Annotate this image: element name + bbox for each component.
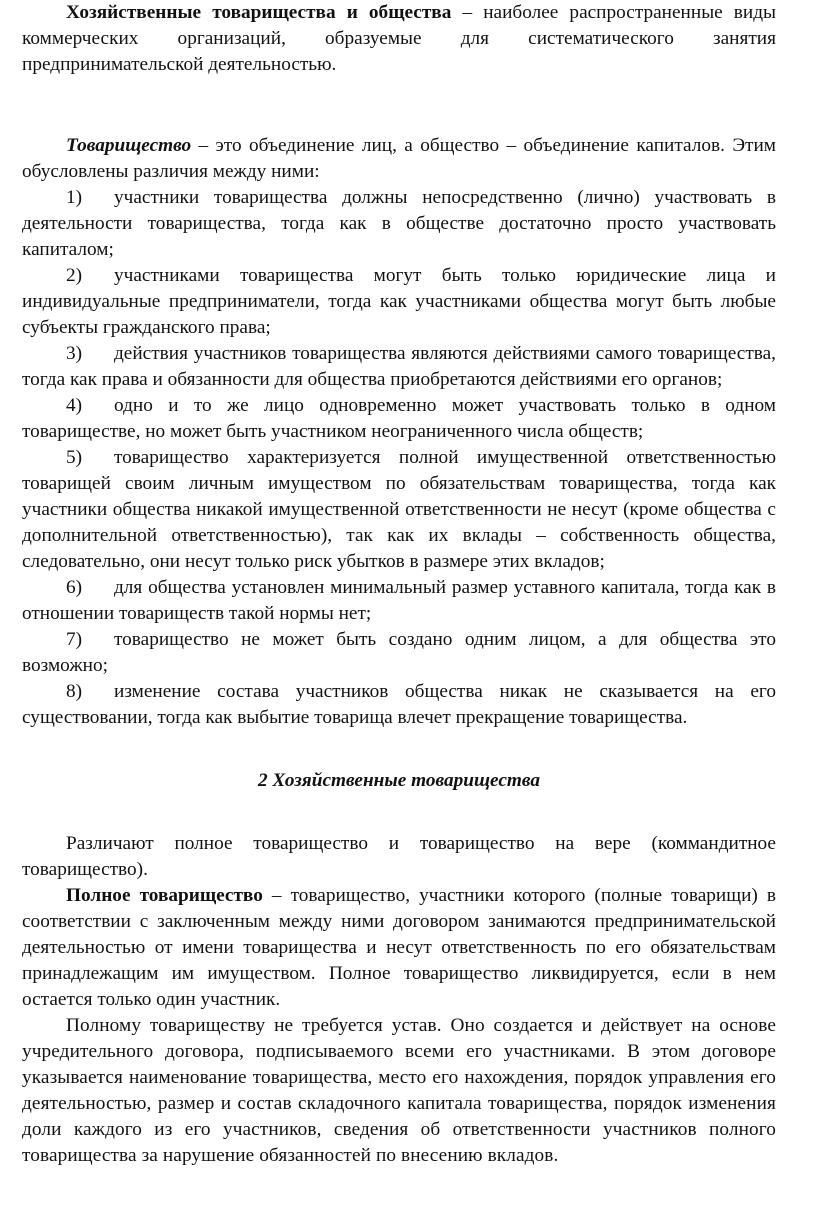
section-paragraph-1: Различают полное товарищество и товарищество на вере (коммандитное товарищество). [22, 833, 776, 880]
section-paragraph-3: Полному товариществу не требуется устав. Оно создается и действует на основе учредительного договора, подписываемого всеми его участниками. В этом договоре указывается наименование товарищества, место его нахождения, порядок управления его деятельностью, размер и состав складочного капитала товарищества, порядок изменения доли каждого из его участников, сведения об ответственности участников полного товарищества за нарушение обязанностей по внесению вкладов. [22, 1015, 776, 1166]
list-item-text: для общества установлен минимальный размер уставного капитала, тогда как в отношении товариществ такой нормы нет; [22, 577, 776, 624]
list-item [22, 445, 776, 575]
list-item [22, 393, 776, 445]
list-item [22, 679, 776, 731]
section-heading: 2 Хозяйственные товарищества [257, 770, 541, 791]
list-item [22, 341, 776, 393]
intro-paragraph [22, 0, 776, 78]
list-item-number: 7) [66, 629, 83, 650]
list-item-text: товарищество характеризуется полной имущественной ответственностью товарищей своим личным имуществом по обязательствам товарищества, тогда как участники общества никакой имущественной ответственности не несут (кроме общества с дополнительной ответственностью), так как их вклады – собственность общества, следовательно, они несут только риск убытков в размере этих вкладов; [22, 447, 776, 572]
list-item-text: одно и то же лицо одновременно может участвовать только в одном товариществе, но может быть участником неограниченного числа обществ; [22, 395, 776, 442]
list-item-number: 2) [66, 265, 83, 286]
list-item [22, 627, 776, 679]
section-paragraph-2 [22, 883, 776, 1013]
full-partnership-term: Полное товарищество [66, 885, 263, 906]
definition-paragraph [22, 133, 776, 185]
list-item-number: 8) [66, 681, 83, 702]
definition-text: – это объединение лиц, а общество – объединение капиталов. Этим обусловлены различия между ними: [22, 135, 776, 182]
list-item-text: товарищество не может быть создано одним лицом, а для общества это возможно; [22, 629, 776, 676]
list-item [22, 185, 776, 263]
definition-term: Товарищество [66, 135, 192, 156]
list-item-number: 5) [66, 447, 83, 468]
full-partnership-text: – товарищество, участники которого (полные товарищи) в соответствии с заключенным между ними договором занимаются предпринимательской деятельностью от имени товарищества и несут ответственность по его обязательствам принадлежащим им имуществом. Полное товарищество ликвидируется, если в нем остается только один участник. [22, 885, 776, 1010]
list-item [22, 263, 776, 341]
intro-term: Хозяйственные товарищества и общества [66, 2, 452, 23]
list-item-text: действия участников товарищества являются действиями самого товарищества, тогда как права и обязанности для общества приобретаются действиями его органов; [22, 343, 776, 390]
list-item-number: 1) [66, 187, 83, 208]
list-item-number: 4) [66, 395, 83, 416]
list-item-number: 6) [66, 577, 83, 598]
list-item [22, 575, 776, 627]
list-item-text: участниками товарищества могут быть только юридические лица и индивидуальные предприниматели, тогда как участниками общества могут быть любые субъекты гражданского права; [22, 265, 776, 338]
list-item-number: 3) [66, 343, 83, 364]
list-item-text: участники товарищества должны непосредственно (лично) участвовать в деятельности товарищества, тогда как в обществе достаточно просто участвовать капиталом; [22, 187, 776, 260]
list-item-text: изменение состава участников общества никак не сказывается на его существовании, тогда как выбытие товарища влечет прекращение товарищества. [22, 681, 776, 728]
intro-text: – наиболее распространенные виды коммерческих организаций, образуемые для систематического занятия предпринимательской деятельностью. [22, 2, 776, 75]
differences-list [22, 185, 776, 731]
